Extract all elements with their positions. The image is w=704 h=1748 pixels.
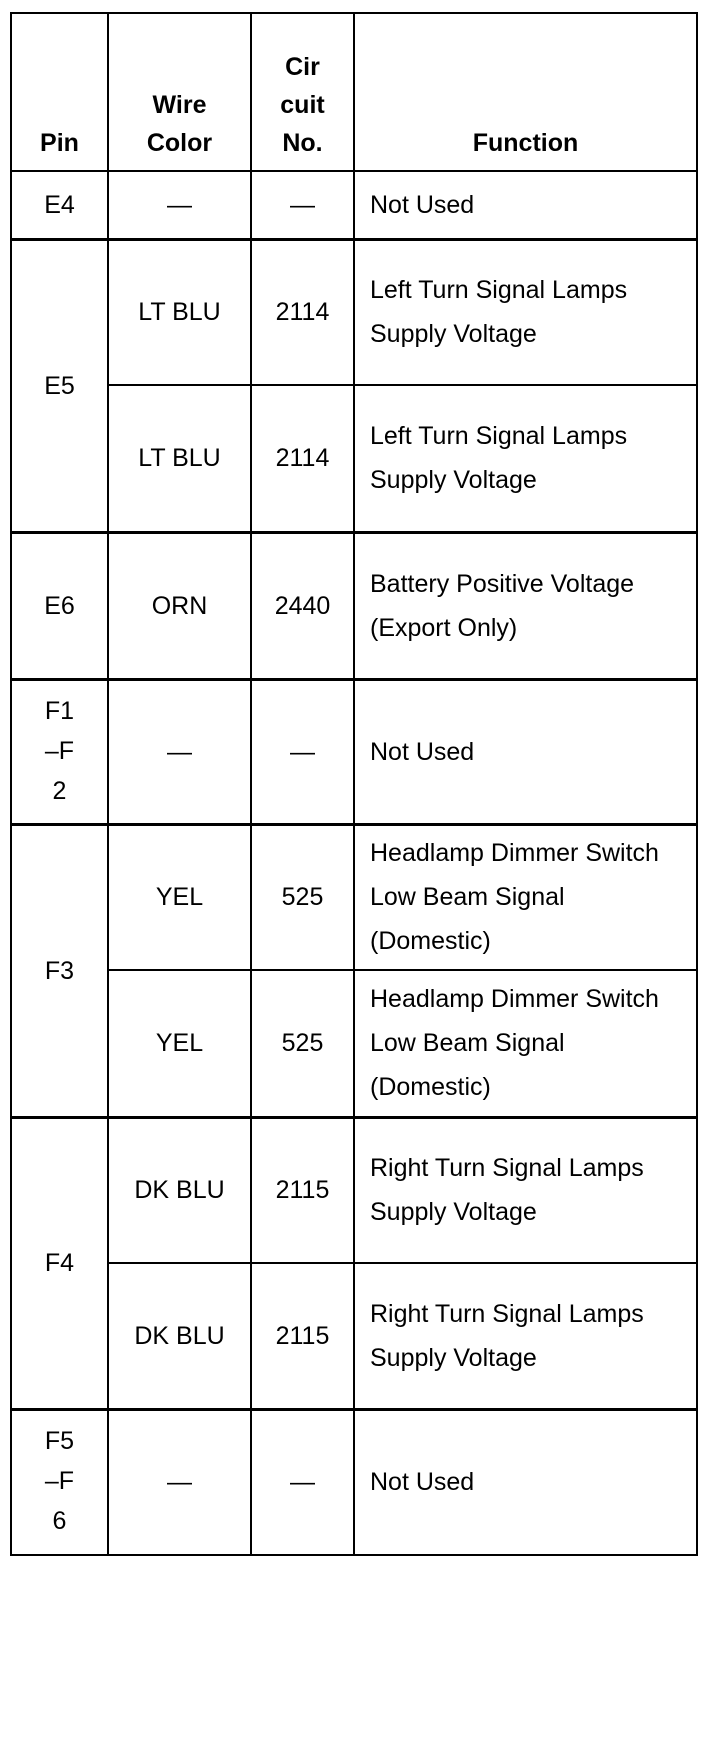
wire-color-cell: — — [108, 1409, 251, 1555]
wire-color-cell: — — [108, 679, 251, 824]
pin-cell: E6 — [11, 532, 108, 679]
circuit-cell: 2440 — [251, 532, 354, 679]
table-row — [11, 171, 697, 239]
header-row — [11, 13, 697, 171]
header-circuit-number: Cir cuit No. — [251, 13, 354, 171]
wire-color-cell: LT BLU — [108, 385, 251, 532]
circuit-cell: 525 — [251, 970, 354, 1117]
circuit-cell: — — [251, 1409, 354, 1555]
header-wire-color: Wire Color — [108, 13, 251, 171]
circuit-cell: — — [251, 171, 354, 239]
wire-color-cell: — — [108, 171, 251, 239]
circuit-cell: 2114 — [251, 239, 354, 385]
table-row — [11, 679, 697, 824]
pin-cell: F4 — [11, 1117, 108, 1409]
circuit-cell: 2115 — [251, 1263, 354, 1409]
wire-color-cell: ORN — [108, 532, 251, 679]
pin-cell: E5 — [11, 239, 108, 532]
function-cell: Left Turn Signal Lamps Supply Voltage — [354, 239, 697, 385]
wire-color-cell: DK BLU — [108, 1263, 251, 1409]
connector-pin-table — [10, 12, 698, 1556]
function-cell: Not Used — [354, 171, 697, 239]
table-row — [11, 532, 697, 679]
function-cell: Not Used — [354, 1409, 697, 1555]
header-function: Function — [354, 13, 697, 171]
pin-cell: F5–F6 — [11, 1409, 108, 1555]
table-row — [11, 239, 697, 385]
table-row — [11, 824, 697, 970]
function-cell: Headlamp Dimmer Switch Low Beam Signal (Domestic) — [354, 970, 697, 1117]
table-row — [11, 1117, 697, 1263]
circuit-cell: — — [251, 679, 354, 824]
table-row — [11, 1263, 697, 1409]
table-row — [11, 1409, 697, 1555]
wire-color-cell: YEL — [108, 824, 251, 970]
pin-cell: E4 — [11, 171, 108, 239]
wire-color-cell: DK BLU — [108, 1117, 251, 1263]
wire-color-cell: YEL — [108, 970, 251, 1117]
circuit-cell: 525 — [251, 824, 354, 970]
function-cell: Left Turn Signal Lamps Supply Voltage — [354, 385, 697, 532]
wire-color-cell: LT BLU — [108, 239, 251, 385]
pin-cell: F1–F2 — [11, 679, 108, 824]
circuit-cell: 2115 — [251, 1117, 354, 1263]
function-cell: Battery Positive Voltage (Export Only) — [354, 532, 697, 679]
table-row — [11, 385, 697, 532]
pin-cell: F3 — [11, 824, 108, 1117]
function-cell: Right Turn Signal Lamps Supply Voltage — [354, 1263, 697, 1409]
function-cell: Right Turn Signal Lamps Supply Voltage — [354, 1117, 697, 1263]
circuit-cell: 2114 — [251, 385, 354, 532]
function-cell: Headlamp Dimmer Switch Low Beam Signal (Domestic) — [354, 824, 697, 970]
header-pin: Pin — [11, 13, 108, 171]
table-row — [11, 970, 697, 1117]
function-cell: Not Used — [354, 679, 697, 824]
